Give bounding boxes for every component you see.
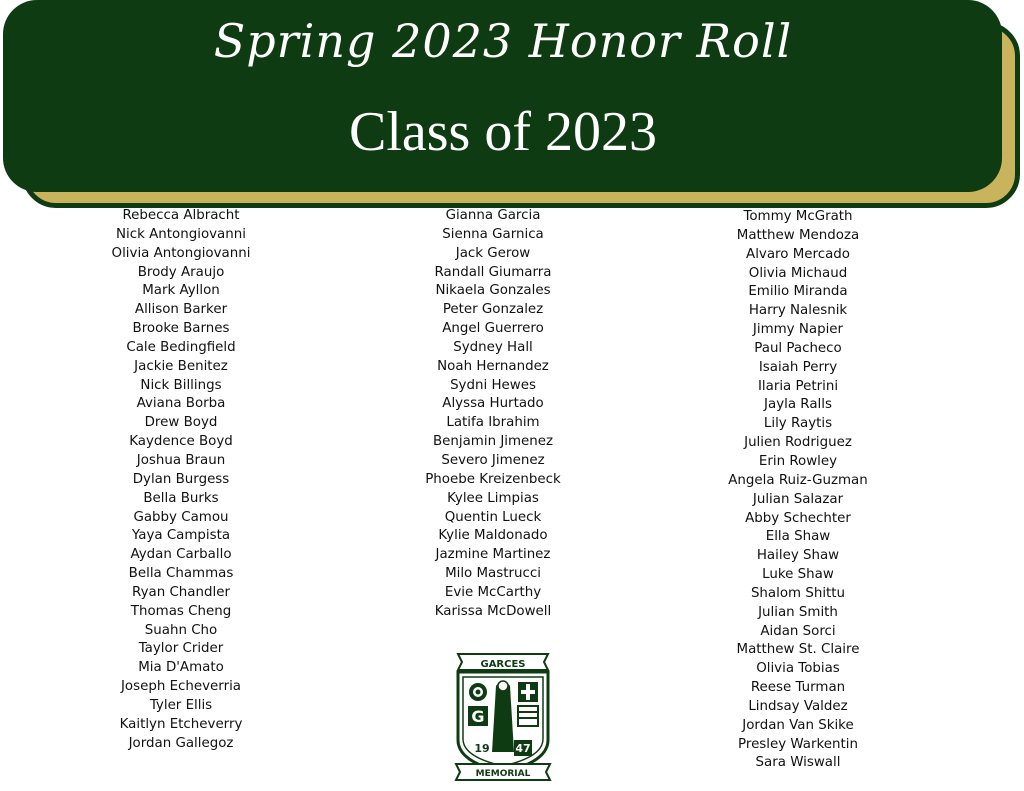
name-column-2 [393,207,593,622]
honor-roll-name: Gianna Garcia [445,208,541,223]
honor-roll-name: Presley Warkentin [738,736,858,752]
honor-roll-name: Taylor Crider [138,641,224,657]
honor-roll-name: Matthew St. Claire [736,642,860,658]
honor-roll-name: Kylee Limpias [447,490,539,506]
honor-roll-name: Benjamin Jimenez [432,434,554,450]
honor-roll-name: Isaiah Perry [758,359,838,375]
honor-roll-name: Reese Turman [750,680,846,696]
honor-roll-name: Aydan Carballo [130,547,232,563]
honor-roll-name: Rebecca Albracht [122,208,240,223]
honor-roll-name: Sydney Hall [453,339,533,355]
honor-roll-name: Jimmy Napier [752,322,844,338]
honor-roll-name: Jordan Gallegoz [128,735,234,751]
honor-roll-name: Kaitlyn Etcheverry [119,716,243,732]
page-title: Spring 2023 Honor Roll [213,14,793,68]
honor-roll-name: Tyler Ellis [149,697,213,713]
honor-roll-name: Latifa Ibrahim [446,415,540,431]
honor-roll-name: Karissa McDowell [434,603,552,619]
honor-roll-name: Joshua Braun [136,452,226,468]
honor-roll-name: Sienna Garnica [442,226,544,242]
honor-roll-name: Angel Guerrero [442,321,544,337]
honor-roll-name: Sydni Hewes [450,377,536,393]
honor-roll-name: Jack Gerow [455,245,531,261]
honor-roll-name: Paul Pacheco [754,340,842,356]
honor-roll-name: Ryan Chandler [132,584,230,600]
honor-roll-name: Tommy McGrath [743,209,853,224]
honor-roll-name: Gabby Camou [133,509,229,525]
honor-roll-name: Joseph Echeverria [120,679,241,695]
honor-roll-name: Brooke Barnes [132,321,230,337]
honor-roll-name: Angela Ruiz-Guzman [728,472,868,488]
honor-roll-name: Bella Burks [143,490,219,506]
honor-roll-name: Quentin Lueck [444,509,542,525]
honor-roll-name: Aviana Borba [136,396,226,412]
honor-roll-name: Olivia Tobias [756,661,840,677]
honor-roll-name: Hailey Shaw [756,548,840,564]
honor-roll-name: Lindsay Valdez [748,698,848,714]
honor-roll-name: Jayla Ralls [764,397,832,413]
honor-roll-name: Severo Jimenez [441,452,545,468]
banner [3,0,1002,192]
honor-roll-name: Shalom Shittu [750,585,846,601]
honor-roll-name: Ella Shaw [765,529,831,545]
crest-bottom-text: MEMORIAL [475,769,531,779]
honor-roll-name: Nick Antongiovanni [116,226,246,242]
honor-roll-name: Erin Rowley [758,453,838,469]
honor-roll-name: Kylie Maldonado [438,528,548,544]
honor-roll-name: Cale Bedingfield [126,339,236,355]
honor-roll-name: Mark Ayllon [142,283,220,299]
honor-roll-name: Luke Shaw [762,567,834,583]
crest-year-right: 47 [515,742,531,755]
honor-roll-name: Allison Barker [134,302,228,318]
crest-top-text: GARCES [480,659,526,670]
honor-roll-name: Yaya Campista [131,528,231,544]
crest-year-left: 19 [474,742,490,755]
honor-roll-name: Phoebe Kreizenbeck [425,471,561,487]
honor-roll-name: Emilio Miranda [748,284,848,300]
honor-roll-name: Nikaela Gonzales [435,283,551,299]
school-crest [452,640,554,782]
honor-roll-name: Julian Smith [758,604,838,620]
honor-roll-name: Olivia Michaud [748,265,848,281]
honor-roll-name: Jackie Benitez [134,358,228,374]
honor-roll-name: Alyssa Hurtado [442,396,544,412]
honor-roll-name: Noah Hernandez [437,358,549,374]
honor-roll-name: Bella Chammas [128,566,234,582]
honor-roll-name: Alvaro Mercado [746,246,850,262]
name-column-1 [81,207,281,753]
honor-roll-name: Kaydence Boyd [129,434,233,450]
honor-roll-name: Evie McCarthy [444,584,542,600]
honor-roll-name: Mia D'Amato [138,660,224,676]
honor-roll-name: Ilaria Petrini [757,378,839,394]
honor-roll-name: Aidan Sorci [760,623,836,639]
honor-roll-name: Abby Schechter [745,510,851,526]
honor-roll-name: Milo Mastrucci [445,566,541,582]
honor-roll-name: Olivia Antongiovanni [111,245,251,261]
honor-roll-name: Brody Araujo [137,264,225,280]
honor-roll-name: Julian Salazar [752,491,844,507]
page-subtitle: Class of 2023 [349,101,657,163]
honor-roll-name: Suahn Cho [144,622,218,638]
honor-roll-name: Nick Billings [140,377,222,393]
honor-roll-name: Jordan Van Skike [742,717,854,733]
honor-roll-name: Sara Wiswall [755,755,841,771]
honor-roll-name: Peter Gonzalez [442,302,544,318]
honor-roll-name: Matthew Mendoza [736,227,860,243]
crest-letter: G [471,707,485,726]
honor-roll-name: Julien Rodriguez [744,435,852,451]
honor-roll-name: Drew Boyd [144,415,218,431]
honor-roll-name: Harry Nalesnik [748,303,848,319]
honor-roll-name: Lily Raytis [763,416,833,432]
name-column-3 [698,208,898,773]
honor-roll-name: Thomas Cheng [130,603,232,619]
honor-roll-name: Randall Giumarra [434,264,552,280]
honor-roll-name: Jazmine Martinez [435,547,551,563]
honor-roll-name: Dylan Burgess [132,471,230,487]
